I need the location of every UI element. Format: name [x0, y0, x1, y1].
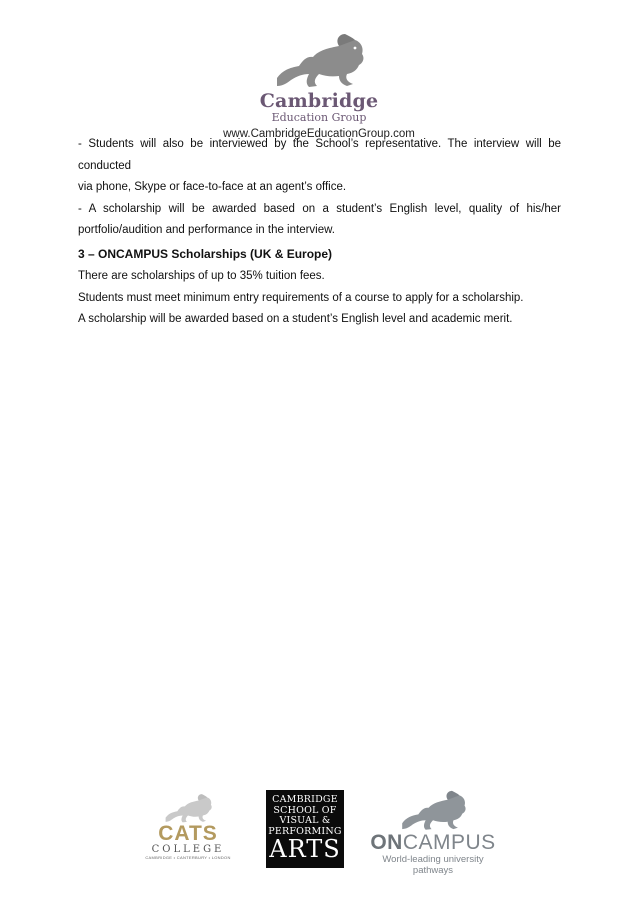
site-url[interactable]: www.CambridgeEducationGroup.com: [223, 128, 415, 140]
csvpa-line: SCHOOL OF: [273, 804, 337, 816]
paragraph-line: portfolio/audition and performance in the interview.: [78, 224, 335, 236]
lion-icon: [269, 30, 369, 90]
oncampus-logo: [362, 788, 504, 876]
paragraph-line: There are scholarships of up to 35% tuition fees.: [78, 270, 325, 282]
paragraph-line: A scholarship will be awarded based on a student’s English level and academic merit.: [78, 313, 513, 325]
cats-subtitle: COLLEGE: [151, 844, 225, 855]
paragraph-line: - Students will also be interviewed by the School’s representative. The interview will be conducted: [78, 138, 561, 172]
section-heading: 3 – ONCAMPUS Scholarships (UK & Europe): [78, 246, 333, 261]
document-body: [78, 134, 561, 331]
page-header: [0, 30, 638, 141]
csvpa-arts: ARTS: [269, 835, 341, 863]
lion-icon: [160, 792, 216, 824]
brand-name: Cambridge: [259, 90, 379, 112]
oncampus-title: [362, 832, 504, 854]
csvpa-line: PERFORMING: [268, 825, 342, 837]
lion-icon: [393, 788, 473, 832]
cats-places: CAMBRIDGE • CANTERBURY • LONDON: [145, 855, 231, 860]
csvpa-line: CAMBRIDGE: [272, 794, 338, 805]
csvpa-logo: [266, 790, 344, 868]
cats-college-logo: [140, 792, 236, 866]
oncampus-title-rest: CAMPUS: [402, 831, 496, 854]
oncampus-tagline: World-leading university pathways: [382, 854, 484, 876]
footer-logos: [0, 786, 638, 876]
paragraph-line: Students must meet minimum entry requirements of a course to apply for a scholarship.: [78, 291, 524, 304]
paragraph-line: - A scholarship will be awarded based on a student’s English level, quality of his/her: [78, 202, 561, 215]
csvpa-line: VISUAL &: [279, 815, 331, 826]
cats-title: CATS: [158, 822, 218, 845]
brand-subtitle: Education Group: [271, 111, 367, 124]
paragraph-line: via phone, Skype or face-to-face at an agent’s office.: [78, 181, 347, 193]
oncampus-title-bold: ON: [370, 831, 403, 854]
